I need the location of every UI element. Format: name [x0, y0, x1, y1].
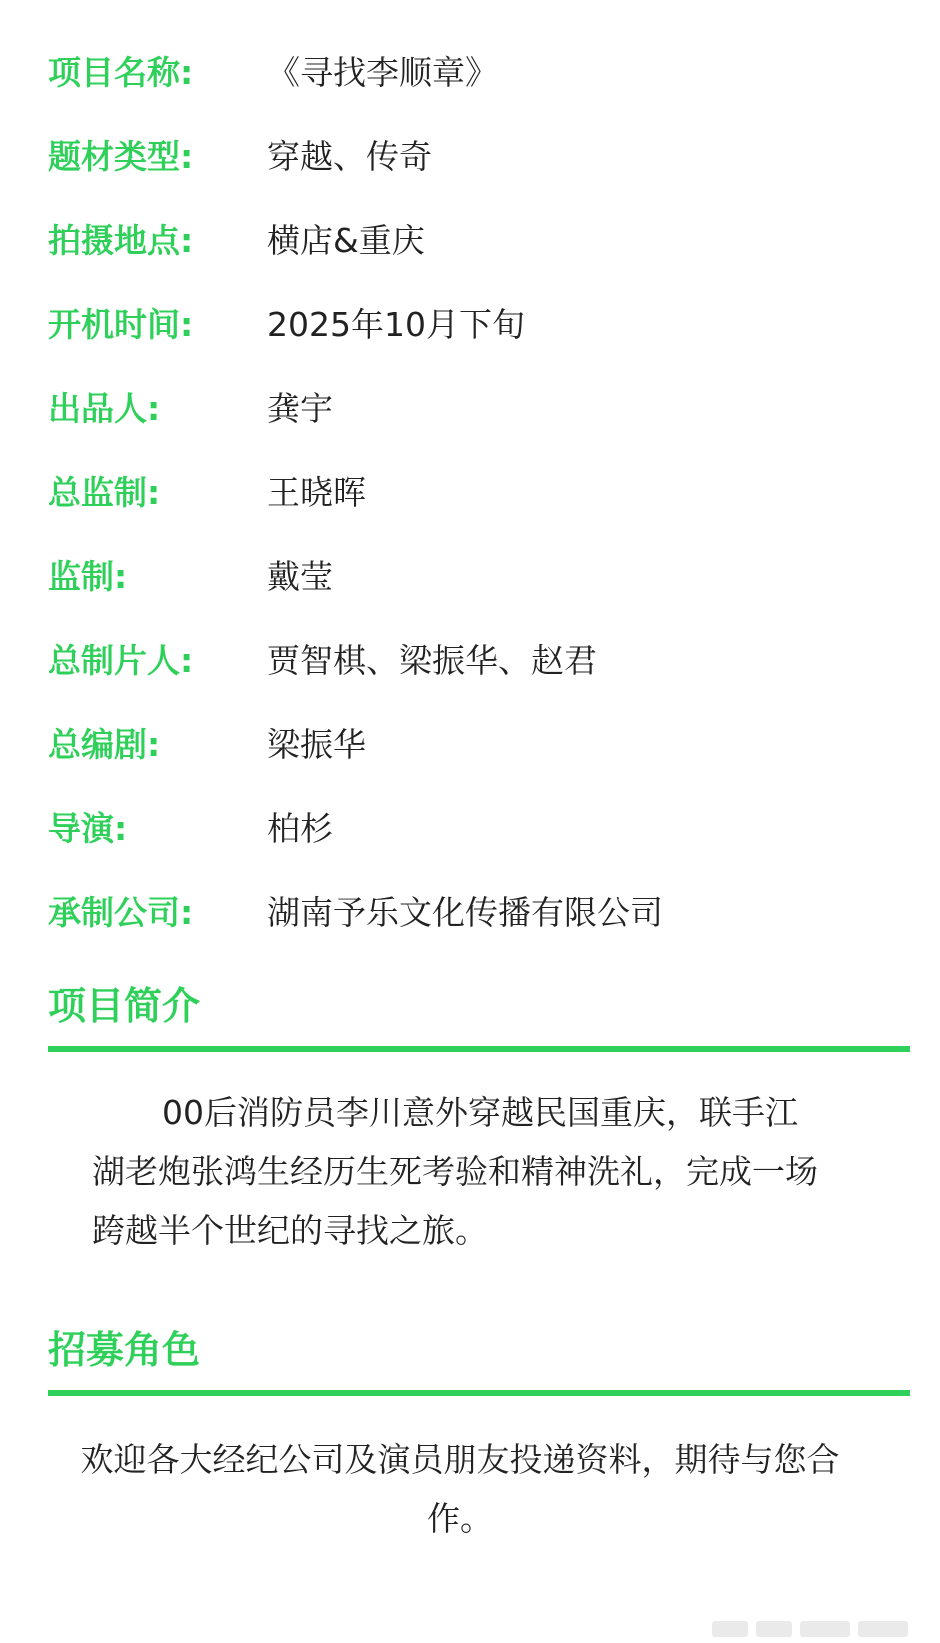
info-row-director: [48, 784, 908, 868]
info-value: 穿越、传奇: [267, 136, 432, 176]
info-value: 2025年10月下旬: [267, 304, 525, 344]
info-label: 导演:: [48, 808, 128, 848]
info-label: 总编剧:: [48, 724, 161, 764]
info-row-chief-screenwriter: [48, 700, 908, 784]
recruit-paragraph: 欢迎各大经纪公司及演员朋友投递资料，期待与您合作。: [80, 1440, 840, 1538]
info-label: 拍摄地点:: [48, 220, 194, 260]
intro-paragraph: [92, 1083, 822, 1260]
info-value: 柏杉: [267, 808, 333, 848]
info-row-production-company: [48, 868, 908, 952]
info-label: 题材类型:: [48, 136, 194, 176]
intro-text: 00后消防员李川意外穿越民国重庆，联手江湖老炮张鸿生经历生死考验和精神洗礼，完成一场跨越半个世纪的寻找之旅。: [92, 1093, 818, 1250]
info-row-location: [48, 196, 908, 280]
info-label: 总监制:: [48, 472, 161, 512]
intro-title: 项目简介: [48, 984, 201, 1028]
info-value: 龚宇: [267, 388, 333, 428]
info-value: 梁振华: [267, 724, 366, 764]
project-info-list: [48, 28, 908, 952]
info-value: 戴莹: [267, 556, 333, 596]
info-label: 项目名称:: [48, 52, 194, 92]
info-value: 湖南予乐文化传播有限公司: [267, 892, 663, 932]
recruit-title: 招募角色: [48, 1328, 201, 1372]
info-label: 承制公司:: [48, 892, 194, 932]
info-row-project-name: [48, 28, 908, 112]
info-value: 《寻找李顺章》: [267, 52, 498, 92]
info-label: 开机时间:: [48, 304, 194, 344]
info-row-producer: [48, 364, 908, 448]
recruit-divider: [48, 1390, 910, 1396]
info-row-start-time: [48, 280, 908, 364]
info-label: 总制片人:: [48, 640, 194, 680]
info-row-genre: [48, 112, 908, 196]
intro-section-header: [48, 978, 910, 1052]
info-label: 监制:: [48, 556, 128, 596]
info-value: 横店&重庆: [267, 220, 425, 260]
info-value: 贾智棋、梁振华、赵君: [267, 640, 597, 680]
info-row-chief-producer: [48, 616, 908, 700]
recruit-section-header: [48, 1322, 910, 1396]
info-value: 王晓晖: [267, 472, 366, 512]
intro-divider: [48, 1046, 910, 1052]
info-row-chief-supervisor: [48, 448, 908, 532]
info-label: 出品人:: [48, 388, 161, 428]
info-row-supervisor: [48, 532, 908, 616]
watermark-logo: [712, 1615, 912, 1643]
